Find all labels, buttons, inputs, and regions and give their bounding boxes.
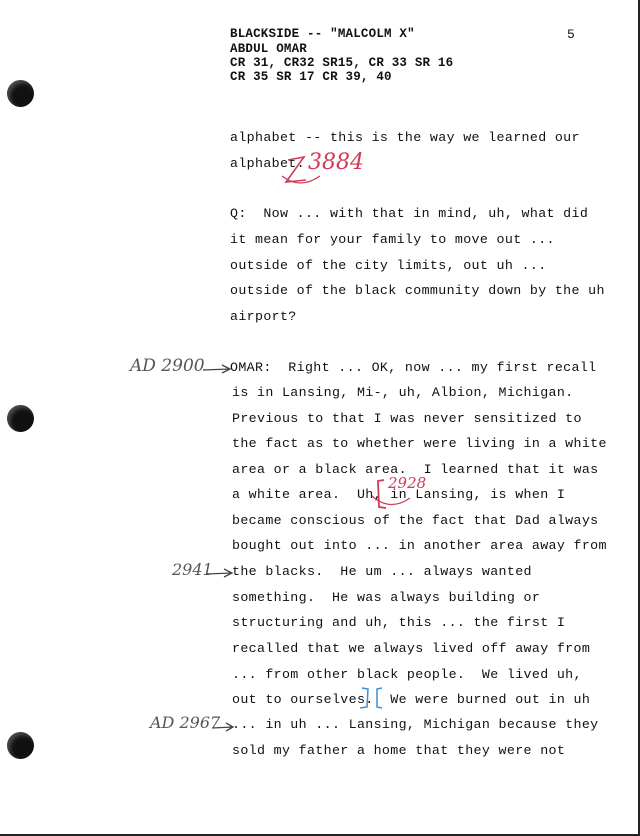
header-title: BLACKSIDE -- "MALCOLM X" — [230, 27, 415, 41]
header-interviewee: ABDUL OMAR — [230, 42, 308, 56]
punch-hole-middle — [7, 405, 34, 432]
transcript-line: ... in uh ... Lansing, Michigan because they — [232, 717, 599, 732]
transcript-line: outside of the black community down by the uh — [230, 283, 605, 298]
transcript-line: ... from other black people. We lived uh, — [232, 667, 582, 682]
transcript-line: airport? — [230, 309, 297, 324]
transcript-line: outside of the city limits, out uh ... — [230, 258, 547, 273]
transcript-line: structuring and uh, this ... the first I — [232, 615, 566, 630]
transcript-line: became conscious of the fact that Dad always — [232, 513, 599, 528]
transcript-line: a white area. Uh, in Lansing, is when I — [232, 487, 566, 502]
transcript-line: Q: Now ... with that in mind, uh, what did — [230, 206, 589, 221]
page-number: 5 — [567, 27, 575, 42]
header-rolls-1: CR 31, CR32 SR15, CR 33 SR 16 — [230, 56, 454, 70]
transcript-line: is in Lansing, Mi-, uh, Albion, Michigan. — [232, 385, 574, 400]
header-rolls-2: CR 35 SR 17 CR 39, 40 — [230, 70, 392, 84]
transcript-line: something. He was always building or — [232, 590, 541, 605]
timecode-3884: 3884 — [308, 150, 364, 175]
transcript-line: alphabet. — [230, 156, 305, 171]
transcript-line: Previous to that I was never sensitized to — [232, 411, 582, 426]
punch-hole-bottom — [7, 732, 34, 759]
transcript-line: the fact as to whether were living in a white — [232, 436, 607, 451]
punch-hole-top — [7, 80, 34, 107]
transcript-line: recalled that we always lived off away from — [232, 641, 591, 656]
timecode-2928: 2928 — [388, 474, 427, 492]
transcript-line: bought out into ... in another area away from — [232, 538, 607, 553]
margin-note-ad-2900: AD 2900 — [130, 356, 205, 376]
transcript-line: sold my father a home that they were not — [232, 743, 566, 758]
margin-note-ad-2967: AD 2967 — [150, 713, 221, 732]
margin-note-2941: 2941 — [172, 560, 213, 579]
transcript-line: the blacks. He um ... always wanted — [232, 564, 532, 579]
transcript-line: alphabet -- this is the way we learned our — [230, 130, 580, 145]
transcript-line: OMAR: Right ... OK, now ... my first recall — [230, 360, 597, 375]
transcript-line: area or a black area. I learned that it was — [232, 462, 599, 477]
transcript-line: it mean for your family to move out ... — [230, 232, 555, 247]
transcript-line: out to ourselves. We were burned out in uh — [232, 692, 591, 707]
